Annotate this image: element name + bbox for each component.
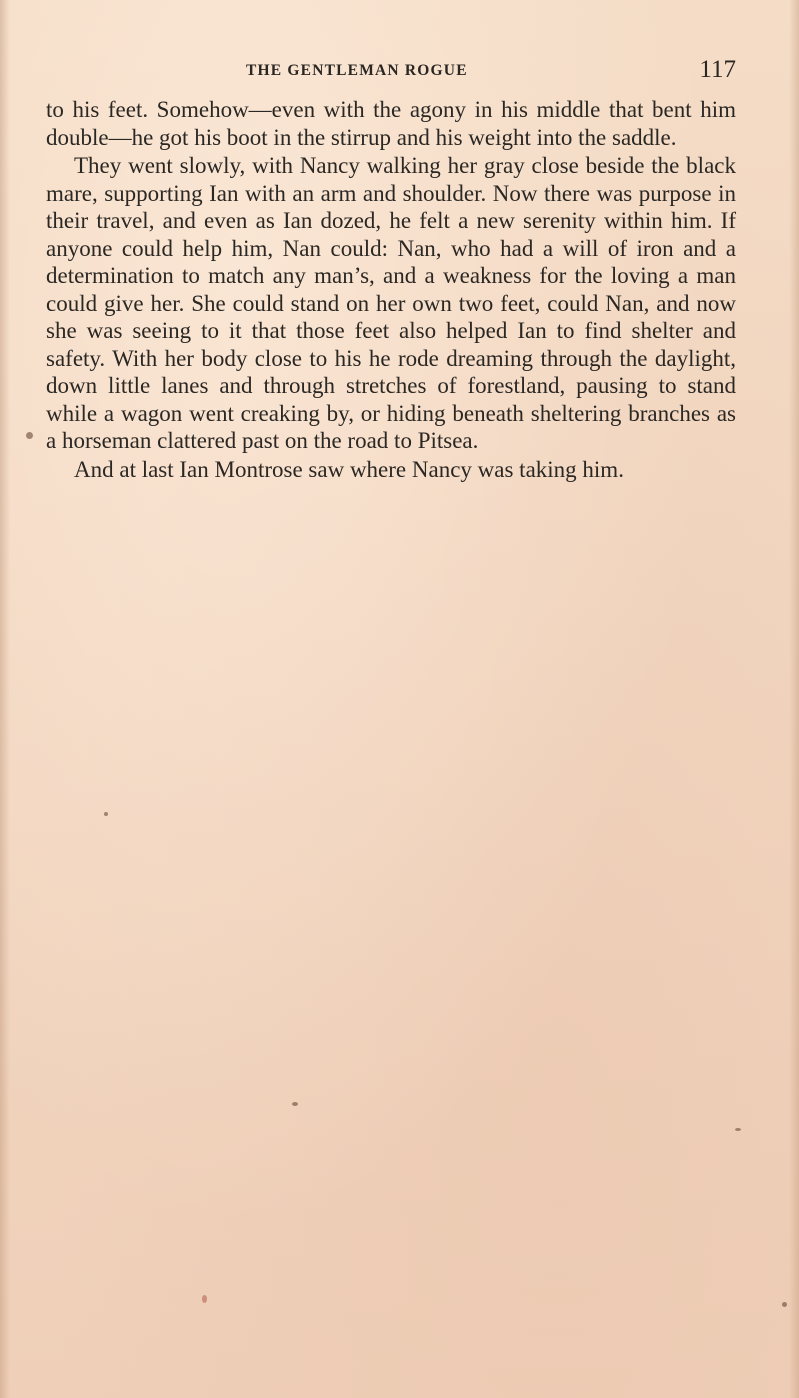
page-number: 117 — [699, 56, 736, 83]
paper-speck — [735, 1128, 741, 1131]
paragraph-continued: to his feet. Somehow—even with the agony in his middle that bent him double—he got his boot in the stirrup and his weight into the saddle. — [46, 97, 736, 150]
left-page-edge — [0, 0, 10, 1398]
paper-speck — [26, 432, 33, 439]
paragraph: They went slowly, with Nancy walking her gray close beside the black mare, supporting Ian with an arm and shoulder. Now there was purpose in their travel, and even as Ian dozed, he felt a new serenity within him. If anyone could help him, Nan could: Nan, who had a will of iron and a determination to match any man’s, and a weakness for the loving a man could give her. She could stand on her own two feet, could Nan, and now she was seeing to it that those feet also helped Ian to find shelter and safety. With her body close to his he rode dreaming through the daylight, down little lanes and through stretches of forestland, pausing to stand while a wagon went creaking by, or hiding beneath sheltering branches as a horseman clattered past on the road to Pitsea. — [46, 153, 736, 453]
body-text — [46, 96, 736, 483]
running-title: THE GENTLEMAN ROGUE — [246, 62, 468, 79]
running-header — [46, 56, 736, 86]
paper-speck — [104, 812, 108, 816]
right-page-edge — [789, 0, 799, 1398]
paper-speck — [782, 1302, 787, 1307]
paragraph: And at last Ian Montrose saw where Nancy was taking him. — [74, 456, 624, 482]
paper-speck — [292, 1102, 298, 1106]
paper-speck — [202, 1295, 207, 1303]
